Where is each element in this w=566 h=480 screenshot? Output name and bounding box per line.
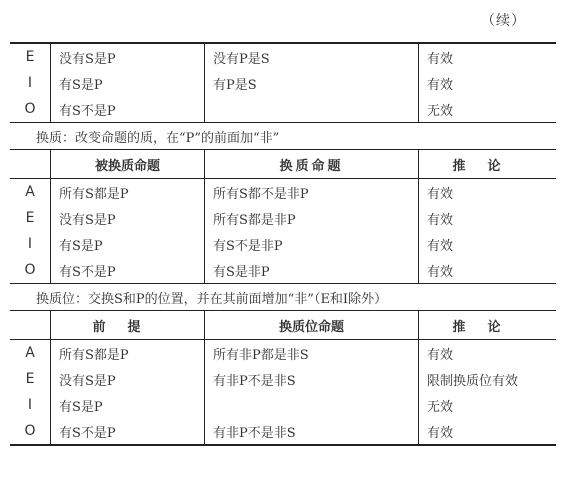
table-row bbox=[10, 392, 556, 418]
header-row bbox=[10, 311, 556, 340]
header-row bbox=[10, 150, 556, 179]
premise-cell: 有S是P bbox=[51, 392, 205, 418]
table-row bbox=[10, 231, 556, 257]
continued-label: （续） bbox=[481, 13, 526, 29]
header-conclusion: 换质命题 bbox=[205, 150, 419, 179]
premise-cell: 所有S都是P bbox=[51, 179, 205, 206]
conclusion-cell: 所有非P都是非S bbox=[205, 340, 419, 367]
conclusion-cell bbox=[205, 392, 419, 418]
contraposition-note: 换质位：交换S和P的位置，并在其前面增加“非”（E和I除外） bbox=[10, 284, 556, 311]
table-row bbox=[10, 205, 556, 231]
inference-table bbox=[10, 42, 556, 446]
validity-cell: 有效 bbox=[427, 77, 454, 93]
premise-cell: 没有S是P bbox=[51, 205, 205, 231]
row-letter: I bbox=[10, 70, 51, 96]
table-row bbox=[10, 340, 556, 367]
header-inference: 推论 bbox=[419, 150, 557, 179]
validity-cell: 无效 bbox=[427, 103, 454, 119]
premise-cell: 所有S都是P bbox=[51, 340, 205, 367]
validity-cell: 有效 bbox=[419, 43, 557, 70]
conclusion-cell: 有S不是非P bbox=[205, 231, 419, 257]
header-conclusion: 换质位命题 bbox=[205, 311, 419, 340]
premise-cell: 没有S是P bbox=[51, 43, 205, 70]
table-row bbox=[10, 70, 556, 96]
validity-cell: 无效 bbox=[427, 399, 454, 415]
section-note bbox=[10, 284, 556, 311]
conclusion-cell: 所有S都是非P bbox=[205, 205, 419, 231]
validity-cell: 有效 bbox=[427, 186, 454, 202]
table-row bbox=[10, 366, 556, 392]
validity-cell: 有效 bbox=[427, 347, 454, 363]
header-blank bbox=[10, 311, 51, 340]
row-letter: O bbox=[10, 418, 51, 445]
header-inference: 推论 bbox=[419, 311, 557, 340]
header-blank bbox=[10, 150, 51, 179]
row-letter: I bbox=[10, 392, 51, 418]
row-letter: I bbox=[10, 231, 51, 257]
premise-cell: 有S不是P bbox=[51, 418, 205, 445]
validity-cell: 有效 bbox=[427, 264, 454, 280]
conclusion-cell: 有S是非P bbox=[205, 257, 419, 284]
header-premise: 被换质命题 bbox=[51, 150, 205, 179]
conclusion-cell: 有非P不是非S bbox=[205, 418, 419, 445]
conclusion-cell: 有P是S bbox=[205, 70, 419, 96]
validity-cell: 有效 bbox=[427, 212, 454, 228]
section-note bbox=[10, 123, 556, 150]
conclusion-cell: 所有S都不是非P bbox=[205, 179, 419, 206]
row-letter: A bbox=[10, 179, 51, 206]
validity-cell: 有效 bbox=[427, 238, 454, 254]
table-row bbox=[10, 179, 556, 206]
row-letter: E bbox=[10, 366, 51, 392]
header-premise: 前提 bbox=[51, 311, 205, 340]
premise-cell: 有S是P bbox=[51, 70, 205, 96]
validity-cell: 限制换质位有效 bbox=[427, 373, 519, 389]
table-row bbox=[10, 43, 556, 70]
table-row bbox=[10, 96, 556, 123]
premise-cell: 有S不是P bbox=[51, 257, 205, 284]
row-letter: A bbox=[10, 340, 51, 367]
premise-cell: 有S不是P bbox=[51, 96, 205, 123]
row-letter: O bbox=[10, 96, 51, 123]
table-row bbox=[10, 418, 556, 445]
conclusion-cell bbox=[205, 96, 419, 123]
row-letter: E bbox=[10, 43, 51, 70]
premise-cell: 没有S是P bbox=[51, 366, 205, 392]
conclusion-cell: 没有P是S bbox=[205, 43, 419, 70]
row-letter: E bbox=[10, 205, 51, 231]
row-letter: O bbox=[10, 257, 51, 284]
obversion-note: 换质：改变命题的质，在“P”的前面加“非” bbox=[10, 123, 556, 150]
validity-cell: 有效 bbox=[419, 418, 557, 445]
premise-cell: 有S是P bbox=[51, 231, 205, 257]
conclusion-cell: 有非P不是非S bbox=[205, 366, 419, 392]
table-row bbox=[10, 257, 556, 284]
